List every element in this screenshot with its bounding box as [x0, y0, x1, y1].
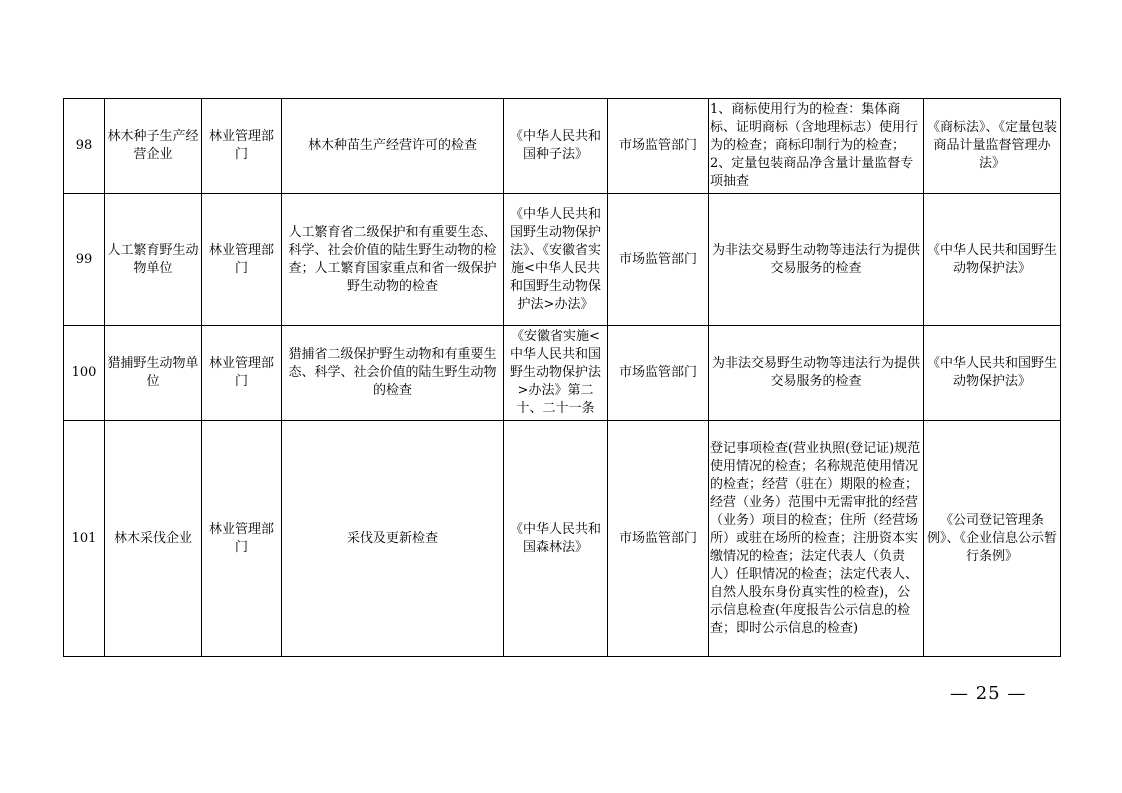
- table-row: [64, 99, 1061, 194]
- row-number: 100: [64, 326, 105, 421]
- coop-inspection-item-cell: 登记事项检查(营业执照(登记证)规范使用情况的检查；名称规范使用情况的检查；经营（驻在）期限的检查；经营（业务）范围中无需审批的经营（业务）项目的检查；住所（经营场所）或驻在场所的检查；注册资本实缴情况的检查；法定代表人（负责人）任职情况的检查；法定代表人、自然人股东身份真实性的检查)，公示信息检查(年度报告公示信息的检查；即时公示信息的检查): [709, 421, 924, 657]
- inspection-table: [63, 98, 1061, 657]
- coop-legal-basis-cell: 《中华人民共和国野生动物保护法》: [924, 194, 1061, 326]
- subject-cell: 林木种子生产经营企业: [105, 99, 202, 194]
- coop-legal-basis-cell: 《公司登记管理条例》、《企业信息公示暂行条例》: [924, 421, 1061, 657]
- table-row: [64, 326, 1061, 421]
- department-cell: 林业管理部门: [202, 99, 282, 194]
- legal-basis-cell: 《安徽省实施<中华人民共和国野生动物保护法>办法》第二十、二十一条: [504, 326, 608, 421]
- page-number: — 25 —: [950, 683, 1027, 704]
- table-row: [64, 194, 1061, 326]
- coop-department-cell: 市场监管部门: [608, 99, 709, 194]
- coop-department-cell: 市场监管部门: [608, 194, 709, 326]
- row-number: 101: [64, 421, 105, 657]
- subject-cell: 人工繁育野生动物单位: [105, 194, 202, 326]
- coop-department-cell: 市场监管部门: [608, 326, 709, 421]
- inspection-item-cell: 林木种苗生产经营许可的检查: [282, 99, 504, 194]
- legal-basis-cell: 《中华人民共和国森林法》: [504, 421, 608, 657]
- coop-legal-basis-cell: 《中华人民共和国野生动物保护法》: [924, 326, 1061, 421]
- department-cell: 林业管理部门: [202, 326, 282, 421]
- subject-cell: 猎捕野生动物单位: [105, 326, 202, 421]
- table-row: [64, 421, 1061, 657]
- inspection-item-cell: 猎捕省二级保护野生动物和有重要生态、科学、社会价值的陆生野生动物的检查: [282, 326, 504, 421]
- subject-cell: 林木采伐企业: [105, 421, 202, 657]
- inspection-item-cell: 采伐及更新检查: [282, 421, 504, 657]
- coop-inspection-item-cell: 为非法交易野生动物等违法行为提供交易服务的检查: [709, 326, 924, 421]
- coop-inspection-item-cell: 1、商标使用行为的检查：集体商标、证明商标（含地理标志）使用行为的检查；商标印制行为的检查；2、定量包装商品净含量计量监督专项抽查: [709, 99, 924, 194]
- row-number: 98: [64, 99, 105, 194]
- inspection-item-cell: 人工繁育省二级保护和有重要生态、科学、社会价值的陆生野生动物的检查；人工繁育国家重点和省一级保护野生动物的检查: [282, 194, 504, 326]
- coop-department-cell: 市场监管部门: [608, 421, 709, 657]
- legal-basis-cell: 《中华人民共和国野生动物保护法》、《安徽省实施<中华人民共和国野生动物保护法>办法》: [504, 194, 608, 326]
- row-number: 99: [64, 194, 105, 326]
- coop-inspection-item-cell: 为非法交易野生动物等违法行为提供交易服务的检查: [709, 194, 924, 326]
- department-cell: 林业管理部门: [202, 194, 282, 326]
- legal-basis-cell: 《中华人民共和国种子法》: [504, 99, 608, 194]
- department-cell: 林业管理部门: [202, 421, 282, 657]
- coop-legal-basis-cell: 《商标法》、《定量包装商品计量监督管理办法》: [924, 99, 1061, 194]
